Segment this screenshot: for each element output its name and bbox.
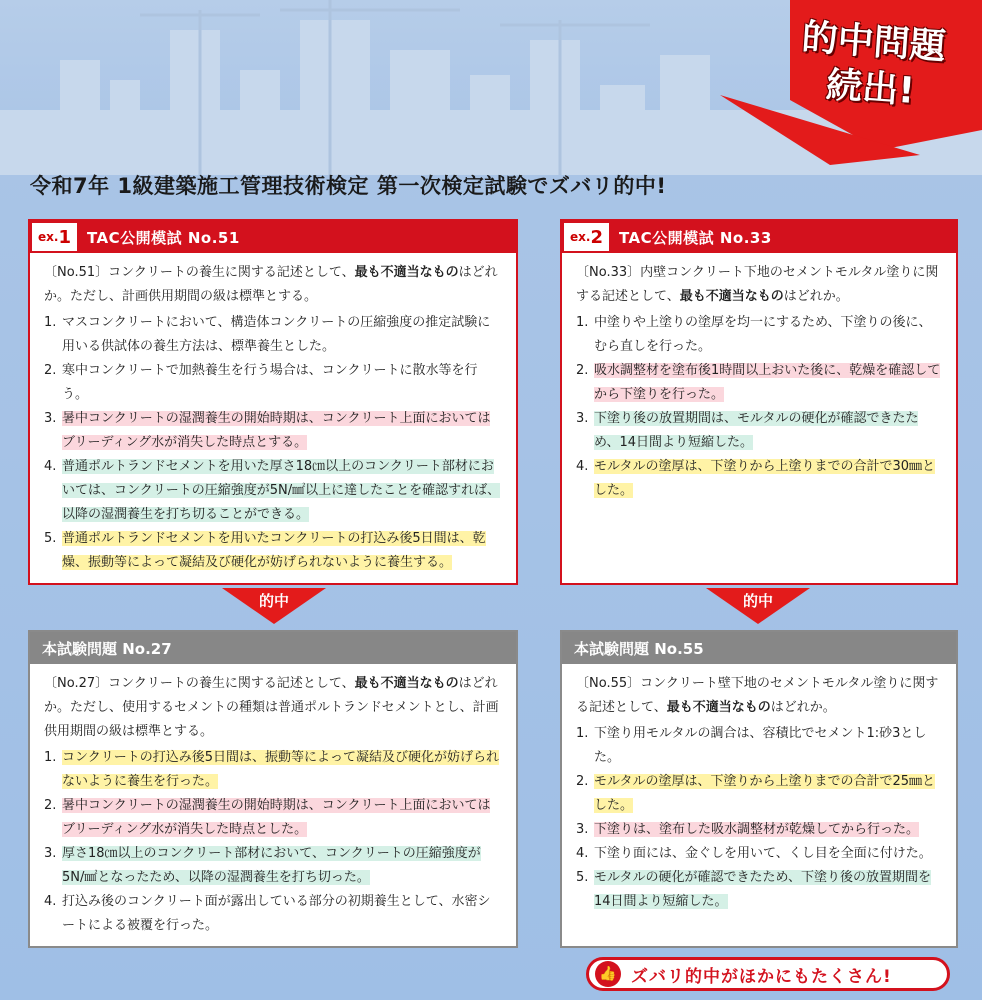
intro-text: はどれか。ただし、計画供用期間の級は標準とする。 bbox=[44, 265, 498, 304]
ex-tag bbox=[564, 223, 609, 251]
list-item bbox=[44, 455, 502, 527]
footer-text: ズバリ的中がほかにもたくさん! bbox=[631, 966, 892, 987]
banner-text bbox=[769, 13, 975, 119]
item-number: 3. bbox=[576, 822, 589, 837]
question-intro bbox=[44, 672, 502, 744]
item-number: 1. bbox=[44, 315, 57, 330]
item-text-highlight-pink: 吸水調整材を塗布後1時間以上おいた後に、乾燥を確認してから下塗りを行った。 bbox=[594, 363, 941, 402]
item-text: 下塗り用モルタルの調合は、容積比でセメント1:砂3とした。 bbox=[594, 726, 927, 765]
item-number: 5. bbox=[44, 531, 57, 546]
ex-tag-num: 2 bbox=[590, 226, 603, 248]
more-hits-link[interactable] bbox=[586, 957, 950, 991]
banner-line-2: 続出! bbox=[824, 64, 916, 112]
card-header bbox=[30, 632, 516, 664]
actual-exam-card-2 bbox=[560, 630, 958, 948]
item-number: 1. bbox=[576, 726, 589, 741]
intro-bold: 最も不適当なもの bbox=[666, 700, 771, 715]
intro-bold: 最も不適当なもの bbox=[679, 289, 784, 304]
item-text-highlight-green: 下塗り後の放置期間は、モルタルの硬化が確認できたため、14日間より短縮した。 bbox=[594, 411, 919, 450]
item-number: 4. bbox=[44, 894, 57, 909]
list-item bbox=[576, 842, 942, 866]
item-text-highlight-pink: 暑中コンクリートの湿潤養生の開始時期は、コンクリート上面においてはブリーディング水が消失した時点とした。 bbox=[62, 798, 491, 837]
item-text: マスコンクリートにおいて、構造体コンクリートの圧縮強度の推定試験に用いる供試体の養生方法は、標準養生とした。 bbox=[62, 315, 491, 354]
intro-text: 〔No.55〕コンクリート壁下地のセメントモルタル塗りに関する記述として、 bbox=[576, 676, 939, 715]
item-number: 2. bbox=[576, 363, 589, 378]
list-item bbox=[576, 455, 942, 503]
intro-text: はどれか。 bbox=[770, 700, 836, 715]
item-text-highlight-green: モルタルの硬化が確認できたため、下塗り後の放置期間を14日間より短縮した。 bbox=[594, 870, 931, 909]
card-header bbox=[30, 221, 516, 253]
item-text: 中塗りや上塗りの塗厚を均一にするため、下塗りの後に、むら直しを行った。 bbox=[594, 315, 932, 354]
list-item bbox=[44, 842, 502, 890]
card-title: 本試験問題 No.27 bbox=[42, 639, 172, 658]
card-header bbox=[562, 632, 956, 664]
item-number: 1. bbox=[576, 315, 589, 330]
item-text-highlight-pink: 下塗りは、塗布した吸水調整材が乾燥してから行った。 bbox=[594, 822, 920, 837]
list-item bbox=[576, 770, 942, 818]
intro-text: 〔No.33〕内壁コンクリート下地のセメントモルタル塗りに関する記述として、 bbox=[576, 265, 939, 304]
item-number: 4. bbox=[576, 846, 589, 861]
item-number: 2. bbox=[44, 363, 57, 378]
card-title: 本試験問題 No.55 bbox=[574, 639, 704, 658]
intro-text: 〔No.51〕コンクリートの養生に関する記述として、 bbox=[44, 265, 355, 280]
intro-bold: 最も不適当なもの bbox=[354, 676, 459, 691]
item-text-highlight-green: 普通ポルトランドセメントを用いた厚さ18㎝以上のコンクリート部材においては、コンクリートの圧縮強度が5N/㎟以上に達したことを確認すれば、以降の湿潤養生を打ち切ることができる。 bbox=[62, 459, 501, 522]
card-body bbox=[30, 253, 516, 581]
item-text: 寒中コンクリートで加熱養生を行う場合は、コンクリートに散水等を行う。 bbox=[62, 363, 478, 402]
item-text-highlight-green: 厚さ18㎝以上のコンクリート部材において、コンクリートの圧縮強度が5N/㎟となったため、以降の湿潤養生を打ち切った。 bbox=[62, 846, 481, 885]
item-number: 5. bbox=[576, 870, 589, 885]
ex-tag-prefix: ex. bbox=[38, 230, 59, 244]
item-number: 2. bbox=[44, 798, 57, 813]
card-body bbox=[562, 253, 956, 509]
item-text-highlight-yellow: モルタルの塗厚は、下塗りから上塗りまでの合計で30㎜とした。 bbox=[594, 459, 936, 498]
intro-text: はどれか。 bbox=[783, 289, 849, 304]
card-title: TAC公開模試 No.51 bbox=[86, 228, 240, 247]
item-number: 3. bbox=[44, 846, 57, 861]
hit-label: 的中 bbox=[742, 592, 773, 610]
item-text: 下塗り面には、金ぐしを用いて、くし目を全面に付けた。 bbox=[594, 846, 932, 861]
item-text-highlight-yellow: 普通ポルトランドセメントを用いたコンクリートの打込み後5日間は、乾燥、振動等によって凝結及び硬化が妨げられないように養生する。 bbox=[62, 531, 486, 570]
item-text-highlight-yellow: コンクリートの打込み後5日間は、振動等によって凝結及び硬化が妨げられないように養生を行った。 bbox=[62, 750, 500, 789]
ex-tag-num: 1 bbox=[58, 226, 71, 248]
intro-text: 〔No.27〕コンクリートの養生に関する記述として、 bbox=[44, 676, 355, 691]
list-item bbox=[576, 359, 942, 407]
list-item bbox=[44, 359, 502, 407]
list-item bbox=[44, 527, 502, 575]
item-number: 1. bbox=[44, 750, 57, 765]
item-number: 2. bbox=[576, 774, 589, 789]
intro-text: はどれか。ただし、使用するセメントの種類は普通ポルトランドセメントとし、計画供用期間の級は標準とする。 bbox=[44, 676, 499, 739]
thumbs-up-icon: 👍 bbox=[595, 961, 621, 987]
list-item bbox=[576, 311, 942, 359]
list-item bbox=[44, 407, 502, 455]
question-intro bbox=[44, 261, 502, 309]
item-number: 4. bbox=[576, 459, 589, 474]
actual-exam-card-1 bbox=[28, 630, 518, 948]
mock-exam-card-2 bbox=[560, 219, 958, 585]
item-text: 打込み後のコンクリート面が露出している部分の初期養生として、水密シートによる被覆を行った。 bbox=[62, 894, 491, 933]
list-item bbox=[44, 746, 502, 794]
list-item bbox=[44, 890, 502, 938]
card-body bbox=[562, 664, 956, 920]
item-text-highlight-pink: 暑中コンクリートの湿潤養生の開始時期は、コンクリート上面においてはブリーディング水が消失した時点とする。 bbox=[62, 411, 491, 450]
list-item bbox=[576, 722, 942, 770]
hit-label: 的中 bbox=[258, 592, 289, 610]
ex-tag bbox=[32, 223, 77, 251]
question-intro bbox=[576, 261, 942, 309]
card-title: TAC公開模試 No.33 bbox=[618, 228, 772, 247]
list-item bbox=[576, 818, 942, 842]
item-number: 3. bbox=[44, 411, 57, 426]
headline: 令和7年 1級建築施工管理技術検定 第一次検定試験でズバリ的中! bbox=[30, 174, 667, 198]
item-text-highlight-yellow: モルタルの塗厚は、下塗りから上塗りまでの合計で25㎜とした。 bbox=[594, 774, 936, 813]
question-intro bbox=[576, 672, 942, 720]
mock-exam-card-1 bbox=[28, 219, 518, 585]
item-number: 3. bbox=[576, 411, 589, 426]
ex-tag-prefix: ex. bbox=[570, 230, 591, 244]
list-item bbox=[44, 794, 502, 842]
list-item bbox=[44, 311, 502, 359]
list-item bbox=[576, 866, 942, 914]
banner-line-1: 的中問題 bbox=[800, 17, 947, 69]
item-number: 4. bbox=[44, 459, 57, 474]
card-body bbox=[30, 664, 516, 944]
intro-bold: 最も不適当なもの bbox=[354, 265, 459, 280]
card-header bbox=[562, 221, 956, 253]
list-item bbox=[576, 407, 942, 455]
